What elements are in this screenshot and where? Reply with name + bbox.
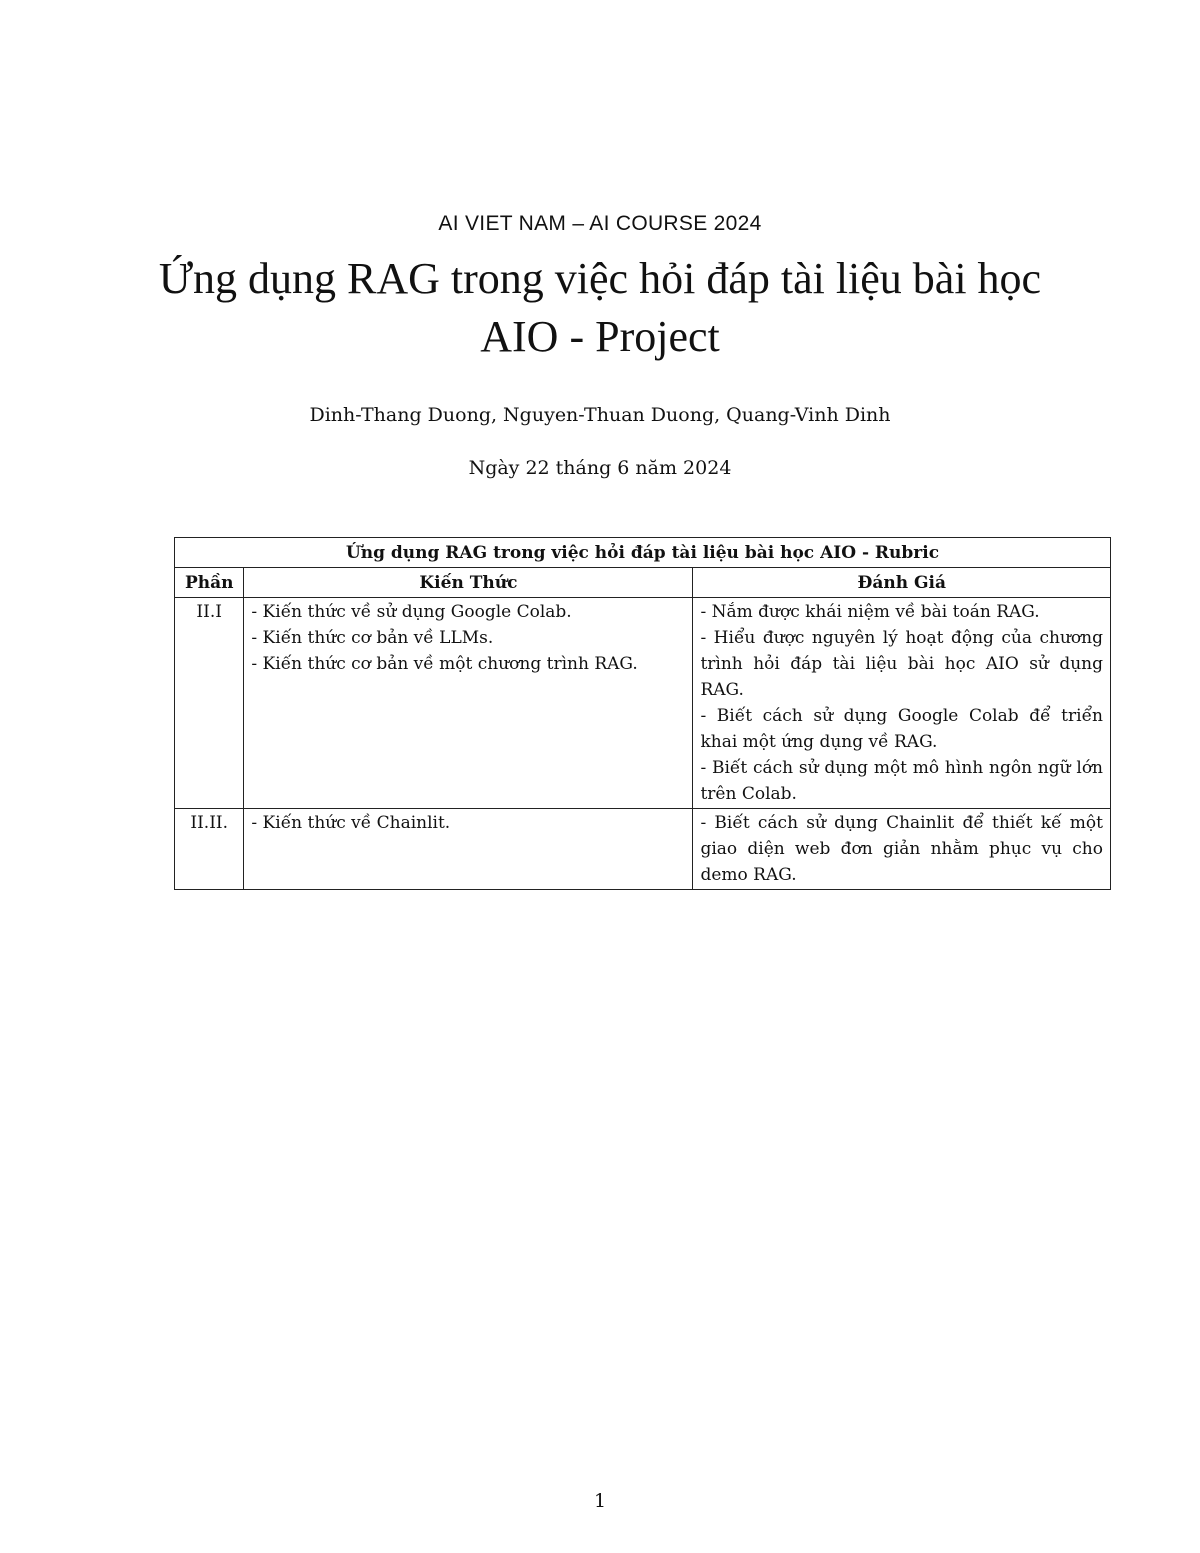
column-header-knowledge: Kiến Thức: [244, 568, 693, 598]
date-line: Ngày 22 tháng 6 năm 2024: [468, 457, 732, 479]
rubric-header-row: [175, 568, 1111, 598]
authors-line: Dinh-Thang Duong, Nguyen-Thuan Duong, Quang-Vinh Dinh: [309, 404, 891, 426]
evaluation-cell: [693, 809, 1111, 890]
table-row: [175, 809, 1111, 890]
evaluation-cell: [693, 598, 1111, 809]
evaluation-item: - Biết cách sử dụng một mô hình ngôn ngữ lớn trên Colab.: [700, 758, 1103, 804]
knowledge-item: - Kiến thức về sử dụng Google Colab.: [251, 602, 572, 622]
page-number: 1: [593, 1490, 607, 1512]
table-row: [175, 598, 1111, 809]
rubric-caption: Ứng dụng RAG trong việc hỏi đáp tài liệu bài học AIO - Rubric: [175, 538, 1111, 568]
column-header-part: Phần: [175, 568, 244, 598]
evaluation-item: - Hiểu được nguyên lý hoạt động của chương trình hỏi đáp tài liệu bài học AIO sử dụng RAG.: [700, 628, 1103, 700]
rubric-table: [174, 537, 1111, 890]
evaluation-item: - Biết cách sử dụng Google Colab để triển khai một ứng dụng về RAG.: [700, 706, 1103, 752]
knowledge-item: - Kiến thức về Chainlit.: [251, 813, 451, 833]
document-title: Ứng dụng RAG trong việc hỏi đáp tài liệu bài học AIO - Project: [158, 254, 1042, 361]
course-heading: AI VIET NAM – AI COURSE 2024: [438, 212, 762, 235]
part-cell: II.I: [175, 598, 244, 809]
part-cell: II.II.: [175, 809, 244, 890]
rubric-caption-row: [175, 538, 1111, 568]
knowledge-item: - Kiến thức cơ bản về một chương trình RAG.: [251, 654, 638, 674]
knowledge-item: - Kiến thức cơ bản về LLMs.: [251, 628, 494, 648]
evaluation-item: - Nắm được khái niệm về bài toán RAG.: [700, 602, 1040, 622]
knowledge-cell: [244, 809, 693, 890]
knowledge-cell: [244, 598, 693, 809]
evaluation-item: - Biết cách sử dụng Chainlit để thiết kế một giao diện web đơn giản nhằm phục vụ cho demo RAG.: [700, 813, 1103, 885]
column-header-evaluation: Đánh Giá: [693, 568, 1111, 598]
